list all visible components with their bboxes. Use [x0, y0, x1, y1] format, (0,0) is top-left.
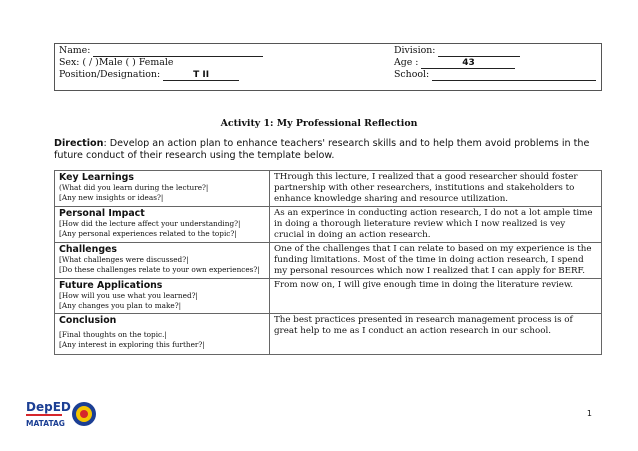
- sex-label: Sex: ( / )Male ( ) Female: [59, 57, 174, 68]
- page-number: 1: [586, 409, 592, 418]
- division-label: Division:: [394, 45, 436, 56]
- prompt-cell: [55, 279, 270, 314]
- direction-text: [54, 138, 604, 162]
- personal-info-box: [54, 43, 602, 91]
- row-answer: THrough this lecture, I realized that a good researcher should foster partnership with other researchers, institutions and stakeholders to enhance knowledge sharing and resource utilization.: [274, 172, 578, 204]
- prompt-cell: [55, 243, 270, 279]
- table-row: [55, 171, 602, 207]
- matatag-logo-text: MATATAG: [26, 419, 65, 428]
- answer-cell[interactable]: [270, 279, 602, 314]
- school-row: [394, 69, 596, 81]
- row-heading: Challenges: [59, 244, 117, 255]
- row-answer: From now on, I will give enough time in doing the literature review.: [274, 280, 574, 290]
- row-question: [What challenges were discussed?|: [59, 255, 189, 264]
- prompt-cell: [55, 314, 270, 355]
- school-field[interactable]: [432, 70, 596, 81]
- position-field[interactable]: T II: [163, 70, 239, 81]
- row-heading: Conclusion: [59, 315, 117, 326]
- age-label: Age :: [394, 57, 419, 68]
- footer-logos: [24, 398, 104, 438]
- prompt-cell: [55, 207, 270, 243]
- name-row: [59, 45, 263, 57]
- table-row: [55, 314, 602, 355]
- answer-cell[interactable]: [270, 314, 602, 355]
- division-row: [394, 45, 520, 57]
- deped-matatag-logo: [24, 398, 104, 434]
- activity-title: Activity 1: My Professional Reflection: [220, 118, 418, 129]
- row-heading: Future Applications: [59, 280, 163, 291]
- row-answer: As an experince in conducting action research, I do not a lot ample time in doing a thorough lieterature review which I now realized is vey crucial in doing an action research.: [274, 208, 593, 240]
- name-field[interactable]: [93, 46, 263, 57]
- table-row: [55, 207, 602, 243]
- reflection-table: [54, 170, 602, 355]
- row-answer: The best practices presented in research management process is of great help to me as I conduct an action research in our school.: [274, 315, 573, 336]
- position-row: [59, 69, 239, 81]
- sex-row: [59, 57, 173, 69]
- row-heading: Personal Impact: [59, 208, 145, 219]
- answer-cell[interactable]: [270, 207, 602, 243]
- school-label: School:: [394, 69, 430, 80]
- division-field[interactable]: [438, 46, 520, 57]
- age-row: [394, 57, 515, 69]
- row-question: (What did you learn during the lecture?|: [59, 183, 209, 192]
- answer-cell[interactable]: [270, 171, 602, 207]
- table-row: [55, 243, 602, 279]
- position-label: Position/Designation:: [59, 69, 161, 80]
- direction-label: Direction: [54, 138, 104, 149]
- answer-cell[interactable]: [270, 243, 602, 279]
- prompt-cell: [55, 171, 270, 207]
- row-question: [Do these challenges relate to your own experiences?|: [59, 265, 260, 274]
- row-question: [Final thoughts on the topic.|: [59, 330, 167, 339]
- deped-logo-text: DepED: [26, 400, 71, 414]
- direction-body: : Develop an action plan to enhance teachers' research skills and to help them avoid problems in the future conduct of their research using the template below.: [54, 138, 590, 161]
- row-question: [Any changes you plan to make?|: [59, 301, 182, 310]
- row-question: [Any new insights or ideas?|: [59, 193, 164, 202]
- row-heading: Key Learnings: [59, 172, 134, 183]
- deped-logo-stripe: [26, 414, 62, 416]
- row-answer: One of the challenges that I can relate to based on my experience is the funding limitations. Most of the time in doing action research, I spend my personal resources which now I realized that I can apply for BERF.: [274, 244, 592, 276]
- name-label: Name:: [59, 45, 91, 56]
- row-question: [How will you use what you learned?|: [59, 291, 198, 300]
- row-question: [Any interest in exploring this further?|: [59, 340, 205, 349]
- age-field[interactable]: 43: [421, 58, 515, 69]
- table-row: [55, 279, 602, 314]
- row-question: [Any personal experiences related to the topic?|: [59, 229, 237, 238]
- row-question: [How did the lecture affect your understanding?|: [59, 219, 241, 228]
